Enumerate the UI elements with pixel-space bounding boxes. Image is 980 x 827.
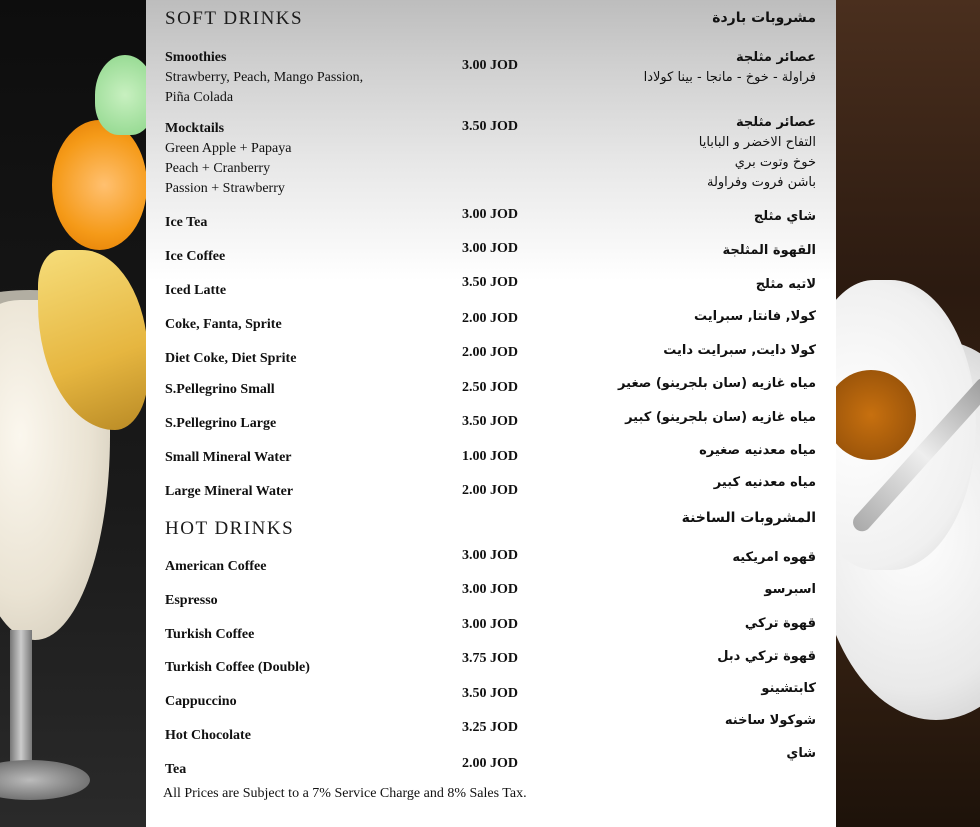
item-name: Smoothies xyxy=(165,50,227,65)
glass-stem xyxy=(10,630,32,770)
cocktail-photo xyxy=(0,0,146,827)
item-price: 2.00 JOD xyxy=(462,483,518,498)
item-price: 3.50 JOD xyxy=(462,275,518,290)
item-name: Turkish Coffee (Double) xyxy=(165,660,310,675)
item-price: 3.50 JOD xyxy=(462,414,518,429)
item-desc-ar: خوخ وتوت بري xyxy=(734,155,816,170)
item-name: Turkish Coffee xyxy=(165,627,255,642)
item-name: Iced Latte xyxy=(165,283,227,298)
item-desc: Peach + Cranberry xyxy=(165,161,271,176)
leaf-garnish xyxy=(95,55,146,135)
item-name: S.Pellegrino Small xyxy=(165,382,275,397)
hot-drinks-heading: HOT DRINKS xyxy=(165,518,295,539)
tea-cup-photo xyxy=(836,0,980,827)
item-name: Mocktails xyxy=(165,121,225,136)
item-name: S.Pellegrino Large xyxy=(165,416,277,431)
item-desc-ar: التفاح الاخضر و البابايا xyxy=(698,135,816,150)
item-desc: Green Apple + Papaya xyxy=(165,141,292,156)
item-name-ar: القهوة المثلجة xyxy=(722,243,816,258)
item-name-ar: لاتيه مثلج xyxy=(755,277,816,292)
item-price: 1.00 JOD xyxy=(462,449,518,464)
soft-drinks-heading: SOFT DRINKS xyxy=(165,8,304,29)
item-price: 3.00 JOD xyxy=(462,548,518,563)
soft-drinks-heading-ar: مشروبات باردة xyxy=(712,10,816,26)
item-name-ar: مياه غازيه (سان بلجرينو) كبير xyxy=(625,410,816,425)
item-name: Large Mineral Water xyxy=(165,484,294,499)
item-desc: Strawberry, Peach, Mango Passion, xyxy=(165,70,364,85)
item-name: Coke, Fanta, Sprite xyxy=(165,317,282,332)
item-name-ar: مياه معدنيه صغيره xyxy=(699,443,816,458)
item-name-ar: قهوه امريكيه xyxy=(732,550,816,565)
item-price: 3.00 JOD xyxy=(462,207,518,222)
item-name-ar: شوكولا ساخنه xyxy=(724,713,816,728)
item-price: 2.00 JOD xyxy=(462,345,518,360)
item-name: American Coffee xyxy=(165,559,267,574)
item-name: Ice Tea xyxy=(165,215,208,230)
item-name: Hot Chocolate xyxy=(165,728,251,743)
item-price: 3.00 JOD xyxy=(462,241,518,256)
item-price: 3.50 JOD xyxy=(462,119,518,134)
item-desc-ar: فراولة - خوخ - مانجا - بينا كولادا xyxy=(643,70,816,85)
item-desc: Piña Colada xyxy=(165,90,234,105)
item-name: Espresso xyxy=(165,593,218,608)
item-price: 3.00 JOD xyxy=(462,582,518,597)
item-name-ar: مياه غازيه (سان بلجرينو) صغير xyxy=(618,376,816,391)
item-name: Diet Coke, Diet Sprite xyxy=(165,351,297,366)
paper-flower-garnish xyxy=(52,120,146,250)
item-desc-ar: باشن فروت وفراولة xyxy=(706,175,816,190)
item-name-ar: قهوة تركي دبل xyxy=(717,649,816,664)
item-price: 3.00 JOD xyxy=(462,58,518,73)
item-name-ar: عصائر مثلجة xyxy=(736,115,816,130)
item-desc: Passion + Strawberry xyxy=(165,181,285,196)
item-price: 2.50 JOD xyxy=(462,380,518,395)
item-price: 2.00 JOD xyxy=(462,756,518,771)
menu-panel xyxy=(146,0,836,827)
item-name-ar: كابتشينو xyxy=(761,681,816,696)
glass-base xyxy=(0,760,90,800)
tax-footnote: All Prices are Subject to a 7% Service Charge and 8% Sales Tax. xyxy=(163,786,527,801)
item-name-ar: قهوة تركي xyxy=(744,616,816,631)
item-name: Small Mineral Water xyxy=(165,450,292,465)
item-name-ar: شاي مثلج xyxy=(753,209,816,224)
item-name-ar: عصائر مثلجة xyxy=(736,50,816,65)
hot-drinks-heading-ar: المشروبات الساخنة xyxy=(681,510,816,526)
item-name: Ice Coffee xyxy=(165,249,226,264)
item-price: 3.00 JOD xyxy=(462,617,518,632)
item-name: Tea xyxy=(165,762,187,777)
item-name: Cappuccino xyxy=(165,694,237,709)
item-name-ar: شاي xyxy=(786,746,816,761)
item-name-ar: كولا دايت, سبرايت دايت xyxy=(663,343,816,358)
item-price: 2.00 JOD xyxy=(462,311,518,326)
item-name-ar: اسبرسو xyxy=(764,582,816,597)
item-price: 3.25 JOD xyxy=(462,720,518,735)
item-name-ar: كولا, فانتا, سبرايت xyxy=(693,309,816,324)
item-price: 3.50 JOD xyxy=(462,686,518,701)
item-name-ar: مياه معدنيه كبير xyxy=(713,475,816,490)
item-price: 3.75 JOD xyxy=(462,651,518,666)
